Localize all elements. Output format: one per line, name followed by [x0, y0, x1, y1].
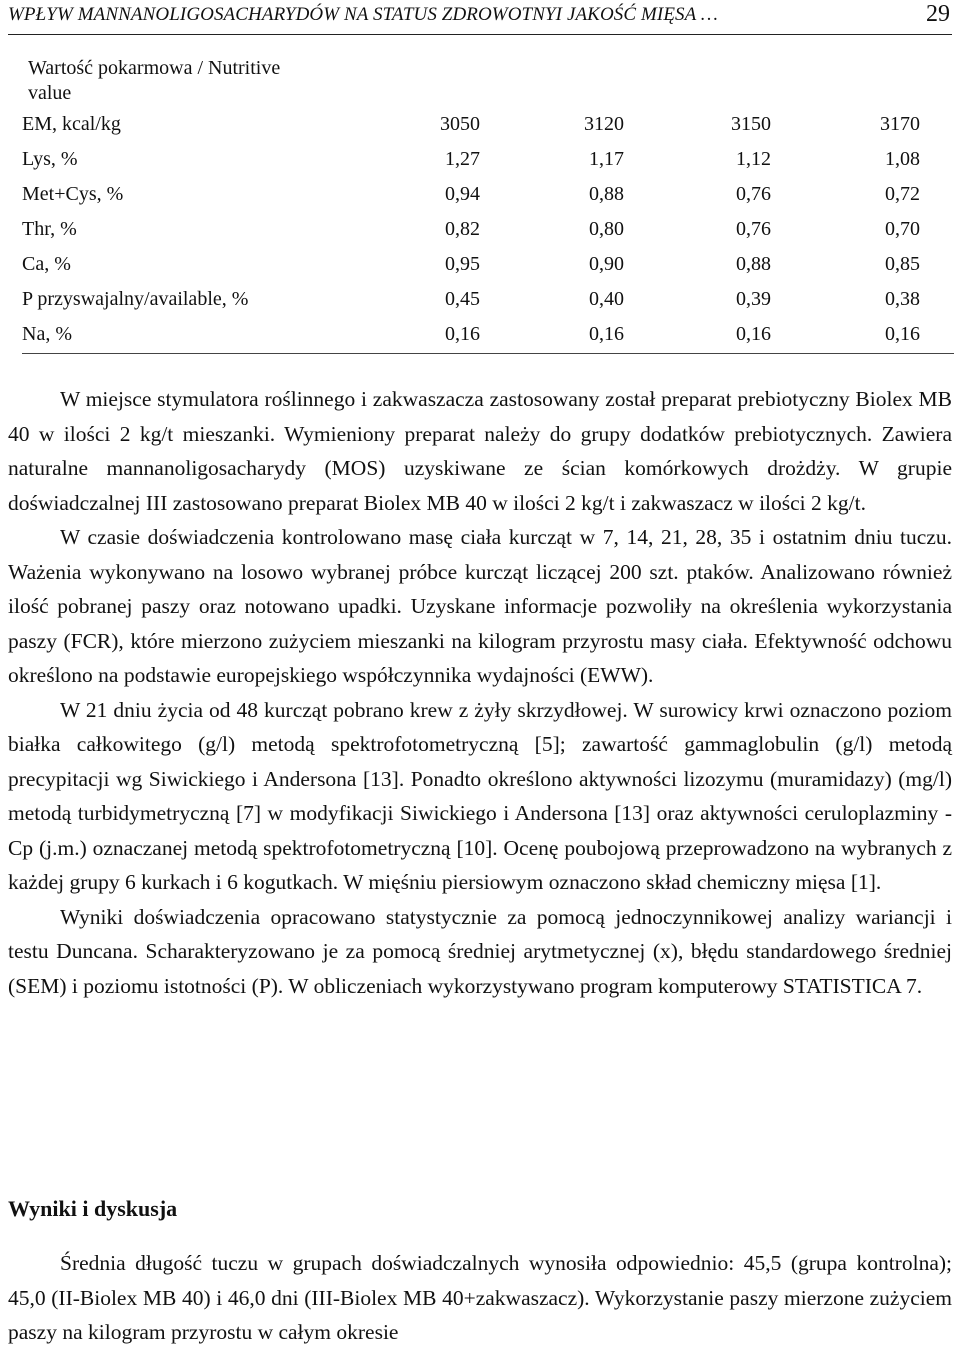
paragraph: Średnia długość tuczu w grupach doświadczalnych wynosiła odpowiednio: 45,5 (grupa kontrolna); 45,0 (II-Biolex MB 40) i 46,0 dni (III-Biolex MB 40+zakwaszacz). Wykorzystanie paszy mierzone zużyciem paszy na kilogram przyrostu w całym okresie [8, 1251, 952, 1344]
running-title: WPŁYW MANNANOLIGOSACHARYDÓW NA STATUS ZDROWOTNYI JAKOŚĆ MIĘSA … [8, 4, 718, 25]
paragraph: Wyniki doświadczenia opracowano statystycznie za pomocą jednoczynnikowej analizy wariancji i testu Duncana. Scharakteryzowano je za pomocą średniej arytmetycznej (x), błędu standardowego średniej (SEM) i poziomu istotności (P). W obliczeniach wykorzystywano program komputerowy STATISTICA 7. [8, 904, 952, 998]
section-heading: Wyniki i dyskusja [8, 1196, 178, 1221]
paragraph: W miejsce stymulatora roślinnego i zakwaszacza zastosowany został preparat prebiotyczny Biolex MB 40 w ilości 2 kg/t mieszanki. Wymieniony preparat należy do grupy dodatków prebiotycznych. Zawiera naturalne mannanoligosacharydy (MOS) uzyskiwane ze ścian komórkowych drożdży. W grupie doświadczalnej III zastosowano preparat Biolex MB 40 w ilości 2 kg/t i zakwaszacz w ilości 2 kg/t. [8, 387, 952, 515]
paragraph: W 21 dniu życia od 48 kurcząt pobrano krew z żyły skrzydłowej. W surowicy krwi oznaczono poziom białka całkowitego (g/l) metodą spektrofotometryczną [5]; zawartość gammaglobulin (g/l) metodą precypitacji wg Siwickiego i Andersona [13]. Ponadto określono aktywności lizozymu (muramidazy) (mg/l) metodą turbidymetryczną [7] w modyfikacji Siwickiego i Andersona [13] oraz aktywności ceruloplazminy - Cp (j.m.) oznaczanej metodą spektrofotometryczną [10]. Ocenę poubojową przeprowadzono na wybranych z każdej grupy 6 kurkach i 6 kogutkach. W mięśniu piersiowym oznaczono skład chemiczny mięsa [1]. [8, 697, 952, 894]
methods-text [8, 382, 952, 1003]
results-text [8, 1246, 952, 1350]
running-header [8, 0, 952, 35]
page-number: 29 [926, 1, 950, 27]
table-bottom-rule [22, 353, 954, 354]
paragraph: W czasie doświadczenia kontrolowano masę ciała kurcząt w 7, 14, 21, 28, 35 i ostatnim dniu tuczu. Ważenia wykonywano na losowo wybranej próbce kurcząt liczącej 200 szt. ptaków. Analizowano również ilość pobranej paszy oraz notowano upadki. Uzyskane informacje pozwoliły na określenia wykorzystania paszy (FCR), które mierzono zużyciem mieszanki na kilogram przyrostu masy ciała. Efektywność odchowu określono na podstawie europejskiego współczynnika wydajności (EWW). [8, 525, 952, 687]
